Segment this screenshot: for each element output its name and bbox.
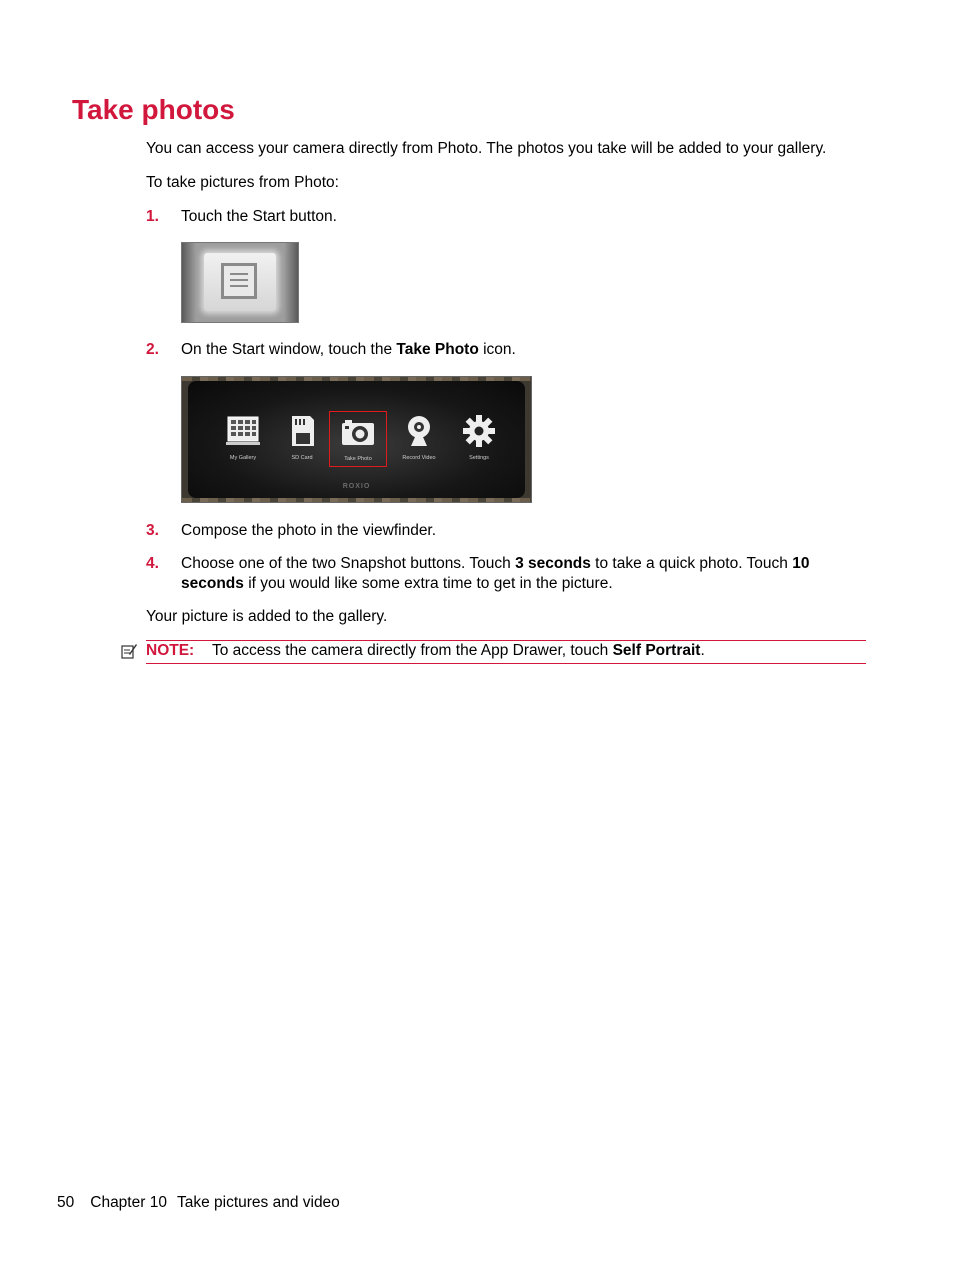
tile-settings bbox=[449, 409, 509, 469]
tile-label: Settings bbox=[469, 455, 489, 461]
step-number: 2. bbox=[146, 341, 159, 358]
start-button-image bbox=[181, 242, 299, 323]
note-label: NOTE: bbox=[146, 642, 195, 659]
note-text: To access the camera directly from the App Drawer, touch Self Portrait. bbox=[212, 642, 705, 659]
step-number: 4. bbox=[146, 555, 159, 572]
start-button-face bbox=[204, 253, 276, 311]
note-bottom-rule bbox=[146, 663, 866, 664]
step-number: 1. bbox=[146, 208, 159, 225]
tile-record-video bbox=[389, 409, 449, 469]
take-photo-emphasis: Take Photo bbox=[396, 341, 479, 358]
step-text: Compose the photo in the viewfinder. bbox=[181, 522, 437, 539]
sd-card-icon bbox=[284, 413, 320, 449]
tile-sd-card bbox=[272, 409, 332, 469]
tile-my-gallery bbox=[213, 409, 273, 469]
tile-label: SD Card bbox=[291, 455, 313, 461]
step-text: Touch the Start button. bbox=[181, 208, 337, 225]
gear-icon bbox=[461, 413, 497, 449]
tile-take-photo bbox=[329, 411, 387, 467]
note-icon bbox=[120, 642, 138, 660]
tile-label: Record Video bbox=[402, 455, 436, 461]
menu-list-icon bbox=[221, 263, 257, 299]
start-window-panel bbox=[188, 381, 525, 498]
chapter-title: Take pictures and video bbox=[176, 1194, 340, 1211]
camera-icon bbox=[340, 414, 376, 450]
intro-paragraph: You can access your camera directly from Photo. The photos you take will be added to your gallery. bbox=[146, 140, 827, 157]
tile-label: My Gallery bbox=[229, 455, 257, 461]
gallery-icon bbox=[225, 413, 261, 449]
step-number: 3. bbox=[146, 522, 159, 539]
self-portrait-emphasis: Self Portrait bbox=[612, 642, 701, 659]
roxio-logo: ROXIO bbox=[342, 483, 371, 490]
page-footer bbox=[57, 1193, 356, 1213]
webcam-icon bbox=[401, 413, 437, 449]
step-text: Choose one of the two Snapshot buttons. Touch 3 seconds to take a quick photo. Touch 10 seconds if you would like some extra time to get in the picture. bbox=[181, 555, 810, 592]
start-window-image bbox=[181, 376, 532, 503]
step-text: On the Start window, touch the Take Photo icon. bbox=[181, 341, 516, 358]
result-paragraph: Your picture is added to the gallery. bbox=[146, 608, 388, 625]
page-title: Take photos bbox=[72, 94, 235, 125]
chapter-number: Chapter 10 bbox=[90, 1194, 167, 1211]
lead-paragraph: To take pictures from Photo: bbox=[146, 174, 339, 191]
tile-label: Take Photo bbox=[344, 456, 372, 462]
page-number: 50 bbox=[57, 1194, 75, 1211]
